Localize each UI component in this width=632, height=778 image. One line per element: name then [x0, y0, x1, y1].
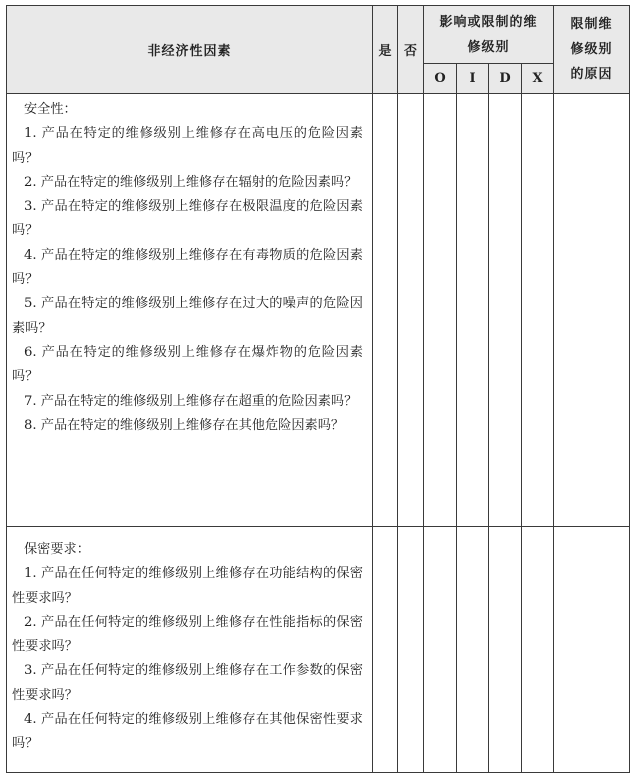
header-no: 否 [398, 6, 424, 94]
safety-reason-cell[interactable] [554, 94, 630, 527]
confidentiality-questions-cell [7, 527, 373, 773]
confidentiality-question-2: 2. 产品在任何特定的维修级别上维修存在性能指标的保密性要求吗？ [12, 614, 363, 655]
safety-question-3: 3. 产品在特定的维修级别上维修存在极限温度的危险因素吗？ [12, 199, 363, 239]
safety-question-4: 4. 产品在特定的维修级别上维修存在有毒物质的危险因素吗？ [12, 247, 363, 288]
confidentiality-level-x-cell[interactable] [522, 527, 554, 773]
confidentiality-question-1: 1. 产品在任何特定的维修级别上维修存在功能结构的保密性要求吗？ [12, 566, 363, 606]
safety-question-5: 5. 产品在特定的维修级别上维修存在过大的噪声的危险因素吗？ [12, 296, 363, 336]
safety-level-i-cell[interactable] [457, 94, 489, 527]
safety-questions-cell [7, 94, 373, 527]
safety-level-o-cell[interactable] [424, 94, 457, 527]
safety-question-1: 1. 产品在特定的维修级别上维修存在高电压的危险因素吗？ [12, 126, 363, 166]
safety-yes-cell[interactable] [373, 94, 398, 527]
safety-level-d-cell[interactable] [489, 94, 522, 527]
safety-level-x-cell[interactable] [522, 94, 554, 527]
table-row-safety [7, 94, 630, 527]
safety-question-2: 2. 产品在特定的维修级别上维修存在辐射的危险因素吗？ [24, 174, 358, 190]
header-level-o: O [424, 64, 457, 94]
safety-question-7: 7. 产品在特定的维修级别上维修存在超重的危险因素吗？ [24, 393, 358, 409]
header-yes: 是 [373, 6, 398, 94]
confidentiality-question-4: 4. 产品在任何特定的维修级别上维修存在其他保密性要求吗？ [12, 712, 363, 752]
confidentiality-level-o-cell[interactable] [424, 527, 457, 773]
header-noneconomic-factor: 非经济性因素 [7, 6, 373, 94]
confidentiality-level-i-cell[interactable] [457, 527, 489, 773]
section-title-safety: 安全性： [24, 102, 77, 117]
table-row-confidentiality [7, 527, 630, 773]
header-limit-reason-text: 限制维修级别的原因 [570, 17, 613, 82]
safety-no-cell[interactable] [398, 94, 424, 527]
confidentiality-question-3: 3. 产品在任何特定的维修级别上维修存在工作参数的保密性要求吗？ [12, 663, 363, 703]
confidentiality-reason-cell[interactable] [554, 527, 630, 773]
maintenance-level-checklist-table [6, 5, 630, 773]
header-affected-level [424, 6, 554, 64]
section-title-confidentiality: 保密要求： [24, 542, 90, 557]
safety-question-8: 8. 产品在特定的维修级别上维修存在其他危险因素吗？ [24, 417, 345, 433]
header-affected-level-text: 影响或限制的维修级别 [439, 14, 538, 55]
header-limit-reason [554, 6, 630, 94]
header-level-d: D [489, 64, 522, 94]
confidentiality-level-d-cell[interactable] [489, 527, 522, 773]
header-level-i: I [457, 64, 489, 94]
confidentiality-no-cell[interactable] [398, 527, 424, 773]
confidentiality-yes-cell[interactable] [373, 527, 398, 773]
header-level-x: X [522, 64, 554, 94]
safety-question-6: 6. 产品在特定的维修级别上维修存在爆炸物的危险因素吗？ [12, 344, 363, 385]
